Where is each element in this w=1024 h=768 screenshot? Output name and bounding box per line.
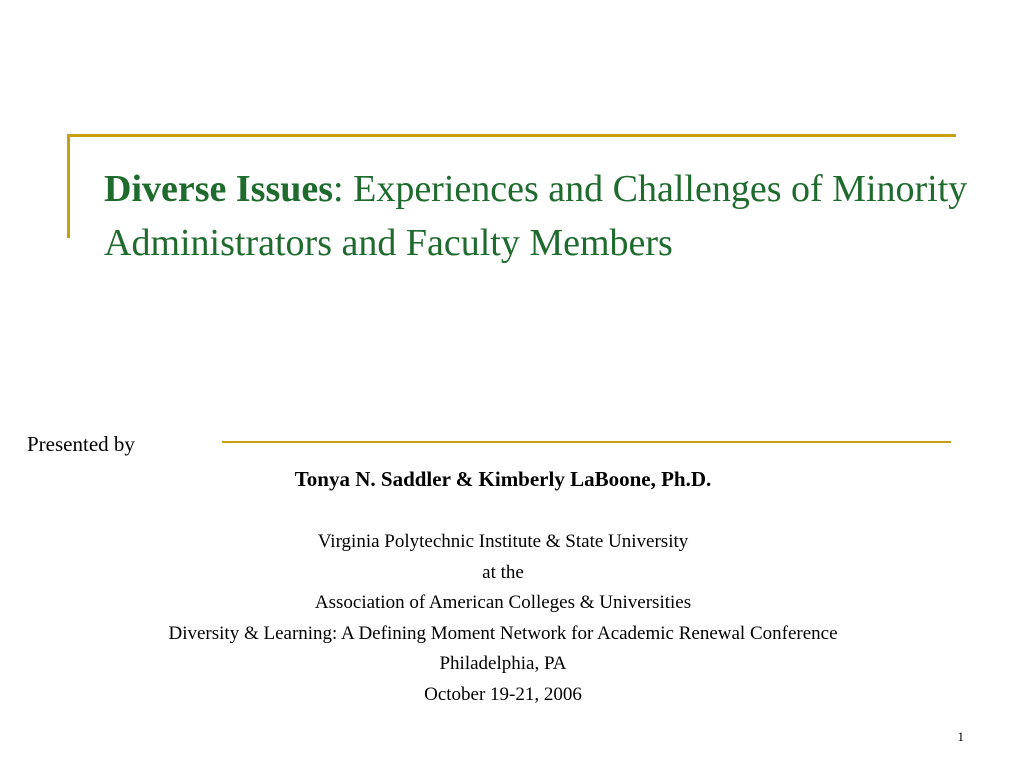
presented-by-label: Presented by <box>27 432 135 456</box>
date: October 19-21, 2006 <box>424 683 582 705</box>
title-emphasis: Diverse Issues <box>104 168 334 210</box>
accent-line-left <box>67 134 70 238</box>
association: Association of American Colleges & Universities <box>314 592 692 613</box>
at-the-text: at the <box>482 561 524 583</box>
accent-line-middle <box>222 441 951 443</box>
page-number: 1 <box>957 729 964 744</box>
title-text: : Experiences and Challenges of Minority Administrators and Faculty Members <box>104 168 968 264</box>
event-details <box>0 527 1006 710</box>
location: Philadelphia, PA <box>439 653 567 674</box>
conference-name: Diversity & Learning: A Defining Moment Network for Academic Renewal Conference <box>168 622 838 644</box>
authors: Tonya N. Saddler & Kimberly LaBoone, Ph.D. <box>294 467 712 491</box>
institution: Virginia Polytechnic Institute & State University <box>317 531 689 552</box>
accent-line-top <box>67 134 956 137</box>
slide-title <box>104 162 1004 270</box>
